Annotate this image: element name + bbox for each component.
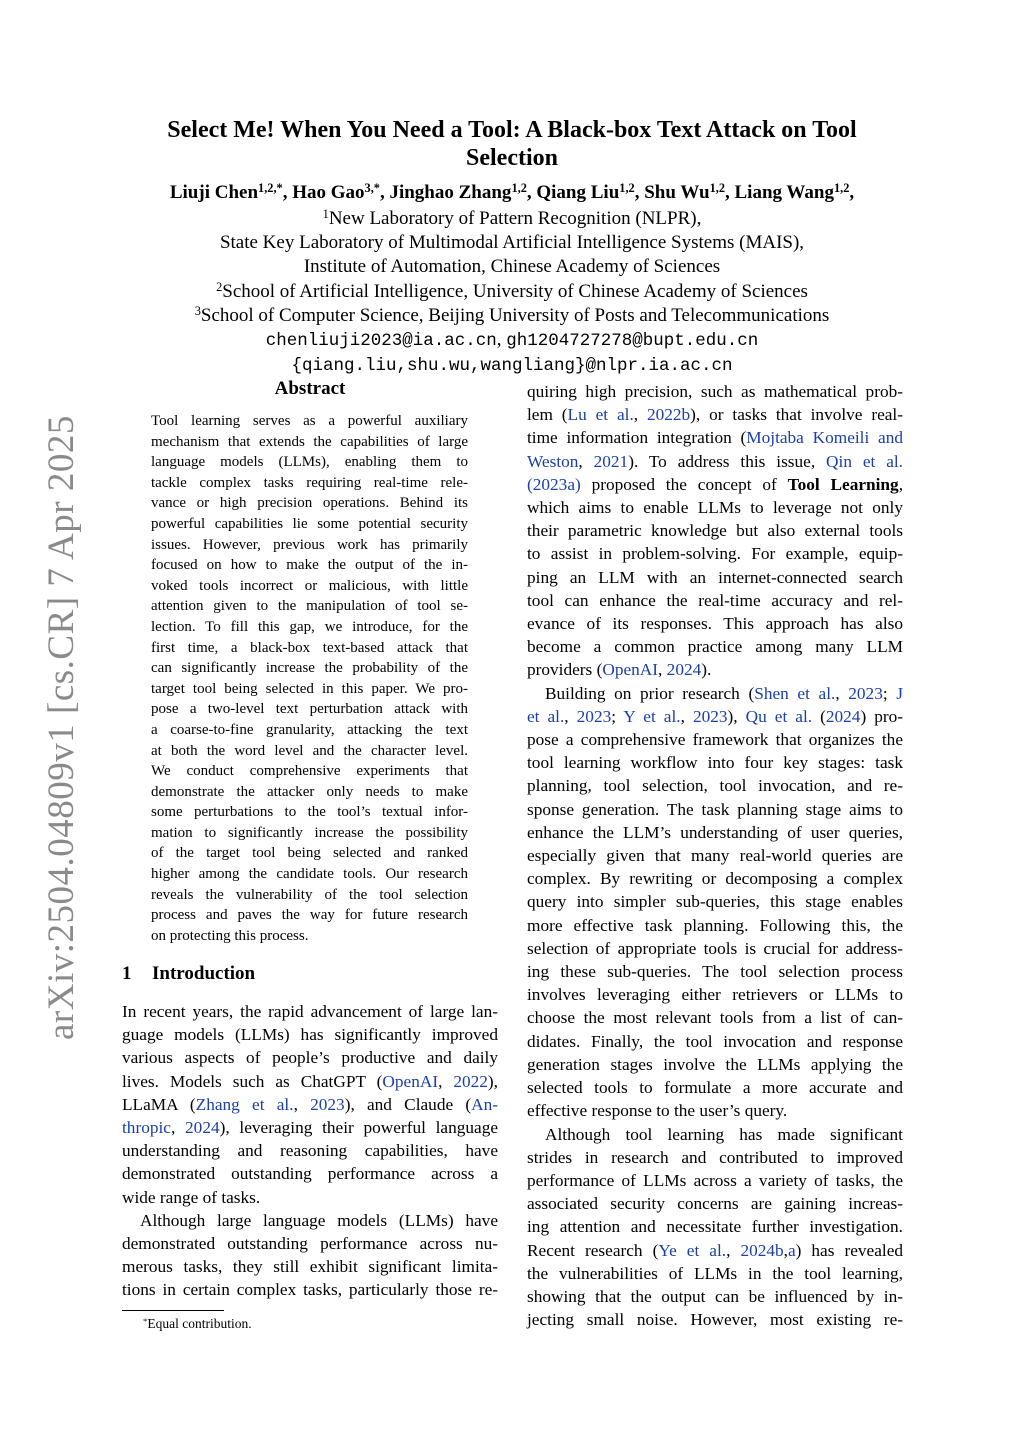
abstract-line: on protecting this process. (151, 927, 309, 944)
text-line: (2023a) proposed the concept of Tool Learning, (527, 474, 904, 494)
author-list: Liuji Chen$^{1,2,*}$, Hao Gao$^{3,*}$, Jinghao Zhang$^{1,2}$, Qiang Liu$^{1,2}$, Shu Wu$^{1,2}$, Liang Wang$^{1,2}$, (169, 181, 855, 203)
text-line: et al., 2023; Y et al., 2023), Qu et al. (2024) pro- (527, 706, 904, 726)
text-line: enhance the LLM’s understanding of user queries, (527, 822, 903, 842)
text-line: demonstrated outstanding performance across a (122, 1164, 498, 1184)
citation-link[interactable]: a (787, 1240, 796, 1260)
citation-link[interactable]: 2024 (825, 706, 861, 726)
author-name: Hao Gao (292, 182, 365, 203)
email[interactable]: gh1204727278@bupt.edu.cn (506, 331, 759, 352)
text-line: various aspects of people’s productive and daily (122, 1048, 498, 1068)
citation-link[interactable]: (2023a) (527, 474, 581, 494)
text-line: providers (OpenAI, 2024). (527, 660, 712, 680)
abstract-line: pose a two-level text perturbation attack with (151, 701, 468, 718)
bold-term: Tool Learning (787, 474, 899, 494)
text-line: Although large language models (LLMs) have (140, 1210, 498, 1230)
citation-link[interactable]: Ye et al. (658, 1240, 727, 1260)
citation-link[interactable]: 2022b (646, 405, 691, 425)
text-line: performance of LLMs across a variety of tasks, the (527, 1170, 903, 1190)
text-line: involves leveraging either retrievers or LLMs to (527, 985, 903, 1005)
text-line: selection of appropriate tools is crucial for address- (527, 938, 903, 958)
citation-link[interactable]: Shen et al. (754, 683, 836, 703)
affiliation-3: $^3$School of Computer Science, Beijing University of Posts and Telecommunications (194, 304, 830, 326)
citation-link[interactable]: An- (471, 1094, 499, 1114)
citation-link[interactable]: 2024 (185, 1118, 220, 1138)
citation-link[interactable]: 2023 (576, 706, 612, 726)
paper-title (110, 116, 914, 172)
citation-link[interactable]: Weston (527, 451, 579, 471)
abstract-heading: Abstract (274, 378, 346, 399)
citation-link[interactable]: 2022 (453, 1071, 488, 1091)
text-line: thropic, 2024), leveraging their powerful language (122, 1118, 499, 1138)
text-line: choose the most relevant tools from a list of can- (527, 1008, 903, 1028)
affiliation-1b: State Key Laboratory of Multimodal Artificial Intelligence Systems (MAIS), (219, 232, 805, 254)
abstract-line: at both the word level and the character level. (151, 742, 468, 759)
text-line: In recent years, the rapid advancement of large lan- (122, 1002, 498, 1021)
citation-link[interactable]: Zhang et al. (195, 1094, 294, 1114)
text-line: complex. By rewriting or decomposing a complex (527, 869, 903, 889)
abstract-line: issues. However, previous work has primarily (151, 536, 468, 553)
text-line: evance of its responses. This approach has also (527, 614, 903, 634)
abstract-line: target tool being selected in this paper. We pro- (151, 680, 468, 697)
section-number: 1 (122, 963, 132, 984)
text-line: associated security concerns are gaining increas- (527, 1194, 903, 1214)
email[interactable]: {qiang.liu,shu.wu,wangliang}@nlpr.ia.ac.cn (291, 356, 733, 377)
author-affil-mark: 1,2 (619, 181, 635, 196)
citation-link[interactable]: thropic (122, 1118, 171, 1138)
abstract-line: mechanism that extends the capabilities of large (151, 433, 468, 450)
citation-link[interactable]: 2023 (692, 706, 728, 726)
text-line: Although tool learning has made significant (545, 1124, 903, 1144)
text-line: Building on prior research (Shen et al., 2023; J (545, 683, 903, 703)
abstract-line: focused on how to make the output of the in- (151, 557, 468, 574)
text-line: sponse generation. The task planning stage aims to (527, 799, 903, 819)
abstract-line: mation to significantly increase the possibility (151, 824, 468, 841)
citation-link[interactable]: OpenAI (382, 1071, 439, 1091)
abstract-line: of the target tool being selected and ranked (151, 845, 468, 862)
text-line: demonstrated outstanding performance across nu- (122, 1234, 498, 1254)
text-line: to assist in problem-solving. For example, equip- (527, 544, 903, 564)
citation-link[interactable]: J (896, 683, 903, 703)
citation-link[interactable]: 2024 (666, 660, 702, 680)
author-name: Liuji Chen (169, 182, 259, 203)
citation-link[interactable]: 2024b (740, 1240, 784, 1260)
abstract-line: can significantly increase the probability of the (151, 660, 468, 677)
abstract-line: demonstrate the attacker only needs to make (151, 783, 468, 800)
author-affil-mark: 1,2,* (258, 181, 283, 196)
abstract-line: a coarse-to-fine granularity, attacking the text (151, 721, 468, 738)
citation-link[interactable]: 2021 (593, 451, 629, 471)
text-line: ing attention and necessitate further investigation. (527, 1217, 903, 1237)
text-line: wide range of tasks. (122, 1187, 261, 1207)
abstract-line: language models (LLMs), enabling them to (151, 454, 468, 471)
text-line: understanding and reasoning capabilities, have (122, 1141, 498, 1161)
abstract-line: voked tools incorrect or malicious, with little (151, 577, 468, 594)
right-column-text (527, 380, 903, 1331)
text-line: query into simpler sub-queries, this stage enables (527, 892, 903, 912)
text-line: tool learning workflow into four key stages: task (527, 753, 903, 773)
text-line: guage models (LLMs) has significantly improved (122, 1025, 498, 1045)
text-line: jecting small noise. However, most existing re- (527, 1310, 903, 1330)
citation-link[interactable]: 2023 (310, 1094, 345, 1114)
abstract-line: process and paves the way for future research (151, 907, 468, 924)
author-name: Qiang Liu (536, 182, 620, 203)
text-line: effective response to the user’s query. (527, 1101, 788, 1121)
footnote: *Equal contribution. (143, 1316, 252, 1331)
abstract-line: attention given to the manipulation of tool se- (151, 598, 468, 615)
text-line: ing these sub-queries. The tool selection process (527, 962, 903, 982)
text-line: generation stages involve the LLMs applying the (527, 1054, 903, 1074)
abstract-line: higher among the candidate tools. Our research (151, 866, 468, 883)
section-heading-introduction (122, 963, 255, 985)
text-line: Recent research (Ye et al., 2024b,a) has revealed (527, 1240, 904, 1260)
abstract-line: some perturbations to the tool’s textual infor- (151, 804, 468, 821)
citation-link[interactable]: Qin et al. (826, 451, 904, 471)
text-line: more effective task planning. Following this, the (527, 915, 903, 935)
text-line: planning, tool selection, tool invocation, and re- (527, 776, 903, 796)
author-name: Liang Wang (734, 182, 834, 203)
abstract-line: We conduct comprehensive experiments that (151, 763, 468, 780)
affiliation-1c: Institute of Automation, Chinese Academy of Sciences (303, 256, 721, 278)
text-line: didates. Finally, the tool invocation and response (527, 1031, 903, 1051)
text-line: ping an LLM with an internet-connected search (527, 567, 903, 587)
affiliations (90, 207, 934, 378)
text-line: their parametric knowledge but also external tools (527, 521, 903, 541)
text-line: pose a comprehensive framework that organizes the (527, 730, 903, 750)
arxiv-identifier: arXiv:2504.04809v1 [cs.CR] 7 Apr 2025 (41, 415, 82, 1040)
affiliation-2: $^2$School of Artificial Intelligence, University of Chinese Academy of Sciences (216, 280, 808, 302)
text-line: selected tools to formulate a more accurate and (527, 1078, 903, 1098)
text-line: Weston, 2021). To address this issue, Qin et al. (527, 451, 904, 471)
abstract-line: powerful capabilities lie some potential security (151, 515, 468, 532)
author-affil-mark: 1,2 (709, 181, 725, 196)
text-line: time information integration (Mojtaba Komeili and (527, 428, 903, 448)
text-line: merous tasks, they still exhibit significant limita- (122, 1257, 498, 1277)
citation-link[interactable]: Qu et al. (745, 706, 813, 726)
email[interactable]: chenliuji2023@ia.ac.cn (265, 331, 497, 352)
citation-link[interactable]: Lu et al. (567, 405, 634, 425)
text-line: become a common practice among many LLM (527, 637, 903, 657)
text-line: quiring high precision, such as mathematical prob- (527, 382, 903, 401)
abstract-line: first time, a black-box text-based attack that (151, 639, 468, 656)
text-line: lem (Lu et al., 2022b), or tasks that involve real- (527, 405, 903, 425)
text-line: which aims to enable LLMs to leverage not only (527, 498, 903, 518)
text-line: tool can enhance the real-time accuracy and rel- (527, 590, 903, 610)
title-line: Select Me! When You Need a Tool: A Black-box Text Attack on Tool (167, 117, 857, 143)
citation-link[interactable]: et al. (527, 706, 565, 726)
footnote-rule (122, 1310, 224, 1311)
citation-link[interactable]: Y et al. (623, 706, 681, 726)
abstract-body (151, 411, 468, 946)
author-name: Shu Wu (644, 182, 710, 203)
affiliation-1: $^1$New Laboratory of Pattern Recognition (NLPR), (322, 207, 702, 229)
text-line: LLaMA (Zhang et al., 2023), and Claude (An- (122, 1094, 499, 1114)
text-line: lives. Models such as ChatGPT (OpenAI, 2022), (122, 1071, 498, 1091)
author-affil-mark: 1,2 (833, 181, 850, 196)
abstract-line: reveals the vulnerability of the tool selection (151, 886, 468, 903)
author-name: Jinghao Zhang (389, 182, 512, 203)
citation-link[interactable]: 2023 (848, 683, 883, 703)
citation-link[interactable]: OpenAI (602, 660, 659, 680)
section-title: Introduction (152, 963, 256, 984)
author-affil-mark: 3,* (364, 181, 380, 196)
abstract-line: Tool learning serves as a powerful auxiliary (151, 413, 468, 429)
text-line: tions in certain complex tasks, particularly those re- (122, 1280, 498, 1300)
abstract-line: lection. To fill this gap, we introduce, for the (151, 618, 468, 635)
email-line-2 (90, 353, 934, 378)
author-affil-mark: 1,2 (511, 181, 527, 196)
text-line: showing that the output can be influenced by in- (527, 1286, 903, 1306)
text-line: especially given that many real-world queries are (527, 846, 903, 866)
left-column-text (122, 1000, 498, 1302)
abstract-line: vance or high precision operations. Behind its (151, 495, 468, 512)
abstract-line: tackle complex tasks requiring real-time rele- (151, 474, 468, 491)
citation-link[interactable]: Mojtaba Komeili and (746, 428, 903, 448)
title-line: Selection (466, 145, 558, 171)
email-line-1: chenliuji2023@ia.ac.cn, gh1204727278@bupt.edu.cn (265, 329, 759, 352)
text-line: strides in research and contributed to improved (527, 1147, 903, 1167)
text-line: the vulnerabilities of LLMs in the tool learning, (527, 1263, 903, 1283)
